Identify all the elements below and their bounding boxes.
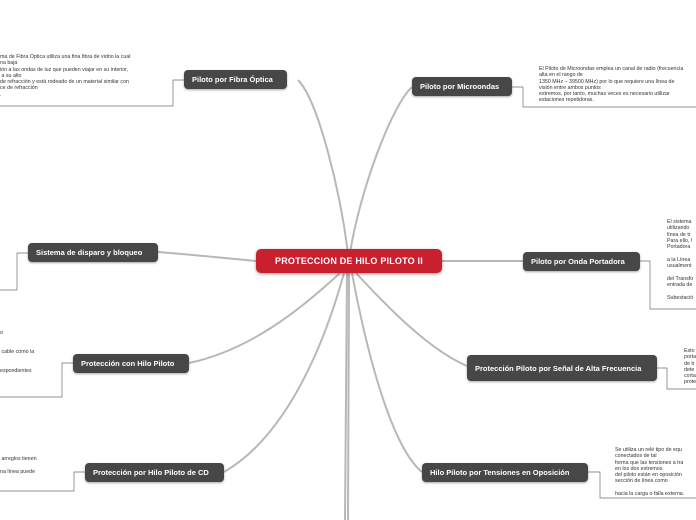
topic-tensiones-oposicion[interactable] (422, 463, 588, 482)
topic-disparo-bloqueo[interactable] (28, 243, 158, 262)
note-tensiones-oposicion: Se utiliza un relé tipo de equ conectados de tal forma que las tensiones a tra en los dos extremos del piloto están en oposición sección de línea como hacia la carga o falla externa. (615, 447, 685, 498)
note-link-disparo (0, 253, 28, 290)
branch-bottom-1 (345, 273, 347, 520)
topic-hilo-piloto-cd-label: Protección por Hilo Piloto de CD (93, 468, 209, 477)
central-topic-label: PROTECCION DE HILO PILOTO II (275, 256, 423, 266)
topic-fibra-optica-label: Piloto por Fibra Óptica (192, 75, 273, 84)
topic-onda-portadora-label: Piloto por Onda Portadora (531, 257, 625, 266)
note-microondas: El Piloto de Microondas emplea un canal de radio (frecuencia alta en el rango de 1350 MHz – 39500 MHz) por lo que requiere una línea de visión entre ambos puntos extremos, por tanto, muchas veces es necesario utilizar estaciones repetidoras. (539, 66, 684, 104)
topic-senal-alta-frecuencia-label: Protección Piloto por Señal de Alta Frecuencia (475, 363, 642, 373)
branch-fibra (298, 80, 348, 253)
topic-fibra-optica[interactable] (184, 70, 287, 89)
central-topic[interactable] (256, 249, 442, 273)
branch-bottom-2 (348, 273, 349, 520)
note-fibra-optica: ma de Fibra Óptica utiliza una fina fibra de vidrio la cual na baja ión a las ondas de luz que pueden viajar en su interior, a su alto de refracción y está rodeado de un material similar con ce de refracción . (0, 54, 131, 98)
topic-microondas[interactable] (412, 77, 512, 96)
topic-microondas-label: Piloto por Microondas (420, 82, 500, 91)
topic-hilo-piloto-label: Protección con Hilo Piloto (81, 359, 175, 368)
topic-disparo-bloqueo-label: Sistema de disparo y bloqueo (36, 248, 143, 257)
branch-disparo (158, 252, 256, 261)
branch-microondas (350, 87, 412, 253)
note-hilo-piloto-cd: arreglos tienen na línea puede (0, 456, 37, 475)
note-senal-alta-frecuencia: Esto porta de tr dete corta prote (684, 348, 696, 386)
topic-senal-alta-frecuencia[interactable] (467, 355, 657, 381)
topic-hilo-piloto[interactable] (73, 354, 189, 373)
branch-senal (356, 273, 467, 366)
topic-hilo-piloto-cd[interactable] (85, 463, 224, 482)
branch-tensiones (352, 273, 422, 472)
branch-cd (224, 273, 344, 472)
topic-tensiones-oposicion-label: Hilo Piloto por Tensiones en Oposición (430, 468, 570, 477)
topic-onda-portadora[interactable] (523, 252, 640, 271)
note-onda-portadora: El sistema utilizando línea de tr Para ello, l Portadora a la Línea usualment del Transfo entrada de Subestació (667, 219, 694, 301)
note-hilo-piloto: o cable como la espondientes (0, 330, 35, 374)
